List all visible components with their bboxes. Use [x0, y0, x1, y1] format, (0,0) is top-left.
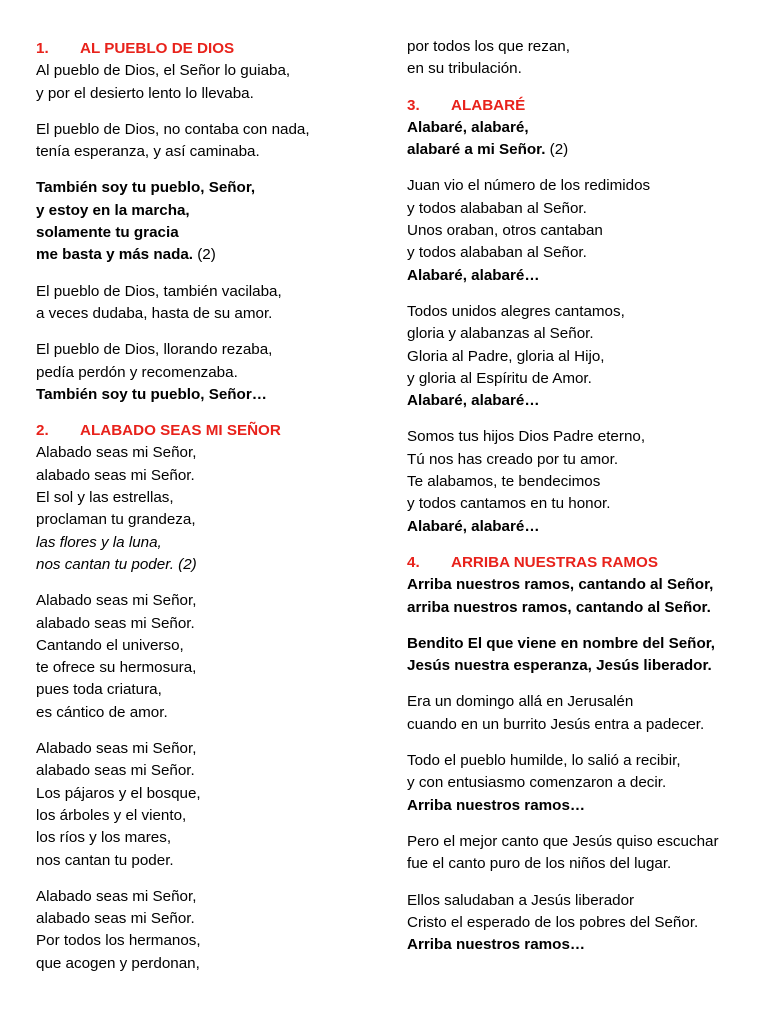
- lyric-text: Alabaré, alabaré…: [407, 266, 540, 284]
- lyric-line: [407, 831, 757, 853]
- stanza: [407, 117, 757, 162]
- song-title-text: AL PUEBLO DE DIOS: [80, 40, 235, 57]
- stanza: [407, 750, 757, 817]
- lyric-text: Somos tus hijos Dios Padre eterno,: [407, 428, 646, 446]
- song-title: [36, 420, 376, 442]
- lyric-line: [36, 657, 376, 679]
- lyric-text: y por el desierto lento lo llevaba.: [36, 84, 254, 102]
- lyric-text: cuando en un burrito Jesús entra a padecer.: [407, 715, 705, 733]
- repeat-marker: (2): [193, 246, 216, 264]
- lyric-text: El pueblo de Dios, no contaba con nada,: [36, 120, 310, 138]
- lyric-text: Bendito El que viene en nombre del Señor,: [407, 634, 716, 652]
- lyric-line: [36, 532, 376, 554]
- lyric-text: solamente tu gracia: [36, 224, 179, 242]
- lyric-text: Cristo el esperado de los pobres del Señor.: [407, 913, 699, 931]
- lyric-text: El pueblo de Dios, llorando rezaba,: [36, 341, 273, 359]
- lyric-text: Unos oraban, otros cantaban: [407, 222, 603, 240]
- lyric-line: [407, 493, 757, 515]
- stanza: [36, 60, 376, 105]
- song-number: 1.: [36, 40, 49, 57]
- lyric-line: [407, 890, 757, 912]
- song-title-text: ALABARÉ: [451, 96, 526, 114]
- lyric-text: nos cantan tu poder.: [36, 851, 174, 869]
- lyric-text: a veces dudaba, hasta de su amor.: [36, 304, 273, 322]
- lyric-line: [407, 390, 757, 412]
- lyric-text: Juan vio el número de los redimidos: [407, 177, 651, 195]
- lyric-line: [36, 760, 376, 782]
- stanza: [36, 119, 376, 164]
- lyric-line: [407, 633, 757, 655]
- lyric-text: Por todos los hermanos,: [36, 932, 201, 950]
- lyric-text: Todo el pueblo humilde, lo salió a recibir,: [407, 752, 681, 770]
- lyric-text: alabado seas mi Señor.: [36, 466, 195, 484]
- stanza: [407, 175, 757, 286]
- lyric-line: [36, 200, 376, 222]
- lyric-line: [36, 281, 376, 303]
- lyric-line: [407, 265, 757, 287]
- stanza: [407, 574, 757, 619]
- lyric-line: [36, 222, 376, 244]
- song-title: [407, 552, 757, 574]
- lyric-line: [407, 912, 757, 934]
- lyric-text: Arriba nuestros ramos, cantando al Señor,: [407, 576, 714, 594]
- lyric-text: y todos alababan al Señor.: [407, 244, 587, 262]
- stanza: [36, 281, 376, 326]
- lyric-line: [407, 597, 757, 619]
- lyric-text: También soy tu pueblo, Señor…: [36, 385, 267, 403]
- lyric-line: [36, 783, 376, 805]
- lyric-line: [407, 368, 757, 390]
- lyric-text: nos cantan tu poder. (2): [36, 555, 197, 573]
- lyric-text: Gloria al Padre, gloria al Hijo,: [407, 347, 605, 365]
- lyric-line: [36, 487, 376, 509]
- stanza: [407, 301, 757, 412]
- lyric-line: [36, 83, 376, 105]
- lyric-line: [407, 346, 757, 368]
- lyric-text: Jesús nuestra esperanza, Jesús liberador.: [407, 657, 712, 675]
- lyric-text: por todos los que rezan,: [407, 38, 570, 55]
- lyric-line: [36, 141, 376, 163]
- lyric-line: [407, 426, 757, 448]
- song-number: 2.: [36, 422, 49, 440]
- lyric-line: [36, 244, 376, 266]
- lyric-line: [36, 384, 376, 406]
- lyric-text: Arriba nuestros ramos…: [407, 796, 586, 814]
- lyric-line: [407, 175, 757, 197]
- lyric-text: pedía perdón y recomenzaba.: [36, 363, 238, 381]
- stanza: [36, 738, 376, 872]
- lyric-line: [36, 805, 376, 827]
- stanza: [36, 442, 376, 576]
- lyric-text: Tú nos has creado por tu amor.: [407, 450, 619, 468]
- lyric-line: [36, 362, 376, 384]
- song-title: [36, 38, 376, 60]
- stanza: [407, 831, 757, 876]
- lyric-line: [407, 198, 757, 220]
- lyric-text: los árboles y el viento,: [36, 806, 187, 824]
- stanza: [407, 890, 757, 957]
- lyric-line: [36, 60, 376, 82]
- lyric-line: [407, 691, 757, 713]
- lyric-line: [407, 242, 757, 264]
- stanza: [36, 339, 376, 406]
- lyric-line: [36, 465, 376, 487]
- lyric-line: [407, 139, 757, 161]
- lyric-line: [407, 117, 757, 139]
- lyric-text: Alabaré, alabaré…: [407, 392, 540, 410]
- lyric-line: [407, 772, 757, 794]
- lyric-line: [407, 750, 757, 772]
- lyric-text: Alabado seas mi Señor,: [36, 592, 197, 610]
- lyric-text: y con entusiasmo comenzaron a decir.: [407, 774, 667, 792]
- lyric-text: Alabado seas mi Señor,: [36, 740, 197, 758]
- lyric-text: alabado seas mi Señor.: [36, 910, 195, 928]
- lyric-text: Era un domingo allá en Jerusalén: [407, 693, 634, 711]
- lyric-text: y todos cantamos en tu honor.: [407, 495, 611, 513]
- lyric-line: [36, 554, 376, 576]
- lyric-text: los ríos y los mares,: [36, 829, 172, 847]
- stanza: [407, 633, 757, 678]
- lyric-text: Al pueblo de Dios, el Señor lo guiaba,: [36, 62, 291, 80]
- lyric-line: [407, 36, 757, 58]
- lyric-text: Ellos saludaban a Jesús liberador: [407, 891, 635, 909]
- lyric-text: Todos unidos alegres cantamos,: [407, 302, 625, 320]
- lyric-text: arriba nuestros ramos, cantando al Señor.: [407, 598, 711, 616]
- lyric-line: [36, 177, 376, 199]
- lyric-text: Los pájaros y el bosque,: [36, 784, 201, 802]
- lyric-text: tenía esperanza, y así caminaba.: [36, 143, 260, 161]
- lyric-line: [407, 301, 757, 323]
- lyric-line: [407, 471, 757, 493]
- stanza: [36, 177, 376, 266]
- lyric-line: [36, 339, 376, 361]
- lyric-text: Pero el mejor canto que Jesús quiso escuchar: [407, 832, 719, 850]
- lyric-line: [407, 714, 757, 736]
- lyric-line: [407, 323, 757, 345]
- lyric-line: [36, 590, 376, 612]
- lyric-text: alabado seas mi Señor.: [36, 762, 195, 780]
- lyric-text: te ofrece su hermosura,: [36, 659, 197, 677]
- lyric-line: [36, 827, 376, 849]
- lyric-line: [407, 58, 757, 80]
- song-title-text: ALABADO SEAS MI SEÑOR: [80, 422, 281, 440]
- lyric-text: que acogen y perdonan,: [36, 954, 200, 972]
- lyric-text: alabado seas mi Señor.: [36, 614, 195, 632]
- lyric-line: [36, 119, 376, 141]
- lyric-line: [36, 613, 376, 635]
- lyric-text: pues toda criatura,: [36, 681, 162, 699]
- lyric-text: También soy tu pueblo, Señor,: [36, 179, 256, 197]
- lyric-text: Alabaré, alabaré…: [407, 517, 540, 535]
- lyric-text: Alabaré, alabaré,: [407, 118, 529, 136]
- right-column: [407, 36, 757, 956]
- left-column: [36, 38, 376, 975]
- lyric-line: [36, 635, 376, 657]
- lyric-line: [407, 655, 757, 677]
- song-number: 3.: [407, 96, 420, 114]
- lyric-line: [407, 574, 757, 596]
- lyric-line: [36, 738, 376, 760]
- stanza: [407, 691, 757, 736]
- lyric-text: fue el canto puro de los niños del lugar.: [407, 855, 672, 873]
- lyric-text: Alabado seas mi Señor,: [36, 887, 197, 905]
- lyric-line: [407, 220, 757, 242]
- song-title-text: ARRIBA NUESTRAS RAMOS: [451, 553, 659, 571]
- lyric-line: [407, 934, 757, 956]
- lyric-text: Te alabamos, te bendecimos: [407, 473, 601, 491]
- lyric-text: Alabado seas mi Señor,: [36, 444, 197, 462]
- stanza: [36, 590, 376, 724]
- lyric-text: Arriba nuestros ramos…: [407, 936, 586, 954]
- lyric-line: [36, 303, 376, 325]
- stanza: [407, 426, 757, 537]
- lyric-text: y estoy en la marcha,: [36, 201, 190, 219]
- lyric-text: y todos alababan al Señor.: [407, 199, 587, 217]
- lyric-line: [36, 953, 376, 975]
- lyric-text: proclaman tu grandeza,: [36, 511, 196, 529]
- lyric-text: gloria y alabanzas al Señor.: [407, 325, 594, 343]
- lyric-line: [36, 908, 376, 930]
- lyric-text: alabaré a mi Señor.: [407, 141, 546, 159]
- lyric-text: Cantando el universo,: [36, 636, 184, 654]
- repeat-marker: (2): [545, 141, 569, 159]
- lyric-text: El sol y las estrellas,: [36, 489, 174, 507]
- lyric-text: las flores y la luna,: [36, 533, 162, 551]
- stanza: [407, 36, 757, 81]
- lyric-line: [36, 679, 376, 701]
- stanza: [36, 886, 376, 975]
- lyric-line: [36, 930, 376, 952]
- lyric-line: [407, 516, 757, 538]
- song-number: 4.: [407, 553, 420, 571]
- lyric-text: El pueblo de Dios, también vacilaba,: [36, 282, 282, 300]
- lyric-line: [36, 702, 376, 724]
- lyric-line: [407, 853, 757, 875]
- lyric-line: [36, 850, 376, 872]
- lyric-text: me basta y más nada.: [36, 246, 194, 264]
- song-title: [407, 95, 757, 117]
- lyric-line: [36, 509, 376, 531]
- lyric-text: es cántico de amor.: [36, 703, 168, 721]
- lyric-line: [407, 449, 757, 471]
- lyric-text: en su tribulación.: [407, 60, 522, 78]
- lyric-line: [407, 795, 757, 817]
- lyric-line: [36, 442, 376, 464]
- lyric-text: y gloria al Espíritu de Amor.: [407, 369, 592, 387]
- lyric-line: [36, 886, 376, 908]
